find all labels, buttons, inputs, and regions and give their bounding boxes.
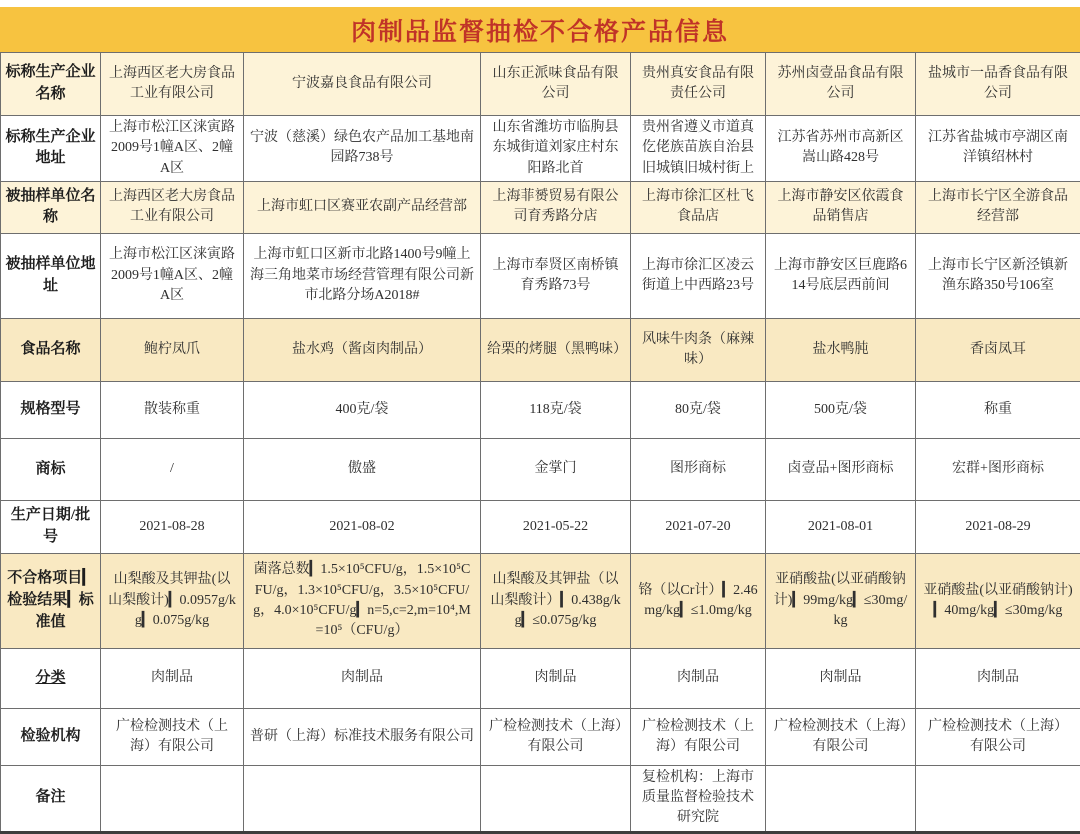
table-row: [1, 708, 1080, 765]
page-title: 肉制品监督抽检不合格产品信息: [351, 12, 729, 48]
table-cell: 上海市长宁区全游食品经营部: [916, 181, 1080, 233]
table-cell: 卤壹品+图形商标: [766, 438, 916, 500]
table-cell: 风味牛肉条（麻辣味）: [631, 318, 766, 381]
table-cell: 肉制品: [101, 648, 244, 708]
table-cell: 上海市静安区依霞食品销售店: [766, 181, 916, 233]
table-row: [1, 53, 1080, 116]
table-cell: 山东正派味食品有限公司: [481, 53, 631, 116]
table-cell: [916, 765, 1080, 832]
table-row: [1, 500, 1080, 553]
table-cell: 山梨酸及其钾盐(以山梨酸计)▎0.0957g/kg▎0.075g/kg: [101, 553, 244, 648]
row-header: 检验机构: [1, 708, 101, 765]
table-cell: 盐城市一品香食品有限公司: [916, 53, 1080, 116]
table-cell: 菌落总数▎1.5×10⁵CFU/g，1.5×10⁵CFU/g，1.3×10⁵CFU/g，3.5×10⁵CFU/g，4.0×10⁵CFU/g▎n=5,c=2,m=10⁴,M=10⁵（CFU/g）: [244, 553, 481, 648]
row-header: 分类: [1, 648, 101, 708]
table-cell: 上海市徐汇区杜飞食品店: [631, 181, 766, 233]
row-header: 商标: [1, 438, 101, 500]
table-row: [1, 233, 1080, 318]
table-row: [1, 438, 1080, 500]
table-cell: 普研（上海）标准技术服务有限公司: [244, 708, 481, 765]
table-cell: 2021-08-28: [101, 500, 244, 553]
table-cell: 散装称重: [101, 381, 244, 438]
table-row: [1, 553, 1080, 648]
table-cell: 上海市长宁区新泾镇新渔东路350号106室: [916, 233, 1080, 318]
table-cell: 图形商标: [631, 438, 766, 500]
table-cell: [244, 765, 481, 832]
table-cell: 山东省潍坊市临朐县东城街道刘家庄村东阳路北首: [481, 116, 631, 182]
table-cell: [766, 765, 916, 832]
table-cell: 118克/袋: [481, 381, 631, 438]
table-cell: 广检检测技术（上海）有限公司: [916, 708, 1080, 765]
table-cell: 肉制品: [631, 648, 766, 708]
table-row: [1, 381, 1080, 438]
table-cell: 鲍柠凤爪: [101, 318, 244, 381]
row-header: 被抽样单位名称: [1, 181, 101, 233]
table-cell: 2021-07-20: [631, 500, 766, 553]
table-cell: [481, 765, 631, 832]
table-cell: 江苏省苏州市高新区嵩山路428号: [766, 116, 916, 182]
table-row: [1, 116, 1080, 182]
table-cell: 铬（以Cr计）▎2.46mg/kg▎≤1.0mg/kg: [631, 553, 766, 648]
table-cell: 贵州真安食品有限责任公司: [631, 53, 766, 116]
table-cell: 亚硝酸盐(以亚硝酸钠计)▎99mg/kg▎≤30mg/kg: [766, 553, 916, 648]
table-cell: 广检检测技术（上海）有限公司: [101, 708, 244, 765]
table-cell: 贵州省遵义市道真仡佬族苗族自治县旧城镇旧城村街上: [631, 116, 766, 182]
table-row: [1, 318, 1080, 381]
row-header: 规格型号: [1, 381, 101, 438]
table-cell: 给栗的烤腿（黑鸭味）: [481, 318, 631, 381]
row-header: 不合格项目▎检验结果▎标准值: [1, 553, 101, 648]
table-cell: 亚硝酸盐(以亚硝酸钠计)▎40mg/kg▎≤30mg/kg: [916, 553, 1080, 648]
table-cell: [101, 765, 244, 832]
table-cell: 上海菲赟贸易有限公司育秀路分店: [481, 181, 631, 233]
table-cell: 盐水鸡（酱卤肉制品）: [244, 318, 481, 381]
table-cell: 2021-05-22: [481, 500, 631, 553]
table-cell: /: [101, 438, 244, 500]
table-cell: 肉制品: [766, 648, 916, 708]
row-header: 备注: [1, 765, 101, 832]
table-cell: 苏州卤壹品食品有限公司: [766, 53, 916, 116]
table-row: [1, 181, 1080, 233]
table-cell: 宏群+图形商标: [916, 438, 1080, 500]
table-cell: 上海市松江区涞寅路2009号1幢A区、2幢A区: [101, 233, 244, 318]
table-cell: 傲盛: [244, 438, 481, 500]
table-cell: 复检机构：上海市质量监督检验技术研究院: [631, 765, 766, 832]
table-cell: 上海市奉贤区南桥镇育秀路73号: [481, 233, 631, 318]
table-cell: 金掌门: [481, 438, 631, 500]
table-cell: 肉制品: [481, 648, 631, 708]
title-band: [0, 7, 1080, 52]
inspection-table-body: [1, 53, 1080, 833]
row-header: 被抽样单位地址: [1, 233, 101, 318]
row-header: 标称生产企业名称: [1, 53, 101, 116]
table-cell: 广检检测技术（上海）有限公司: [766, 708, 916, 765]
table-cell: 2021-08-02: [244, 500, 481, 553]
row-header: 食品名称: [1, 318, 101, 381]
table-cell: 江苏省盐城市亭湖区南洋镇绍林村: [916, 116, 1080, 182]
table-cell: 香卤凤耳: [916, 318, 1080, 381]
table-cell: 称重: [916, 381, 1080, 438]
table-cell: 上海市虹口区赛亚农副产品经营部: [244, 181, 481, 233]
table-cell: 盐水鸭肫: [766, 318, 916, 381]
table-cell: 上海市松江区涞寅路2009号1幢A区、2幢A区: [101, 116, 244, 182]
table-cell: 广检检测技术（上海）有限公司: [631, 708, 766, 765]
table-cell: 上海市徐汇区凌云街道上中西路23号: [631, 233, 766, 318]
table-cell: 肉制品: [916, 648, 1080, 708]
table-row: [1, 648, 1080, 708]
table-cell: 80克/袋: [631, 381, 766, 438]
row-header: 标称生产企业地址: [1, 116, 101, 182]
table-cell: 2021-08-29: [916, 500, 1080, 553]
table-cell: 肉制品: [244, 648, 481, 708]
table-cell: 宁波嘉良食品有限公司: [244, 53, 481, 116]
table-cell: 广检检测技术（上海）有限公司: [481, 708, 631, 765]
table-cell: 山梨酸及其钾盐（以山梨酸计）▎0.438g/kg▎≤0.075g/kg: [481, 553, 631, 648]
table-cell: 500克/袋: [766, 381, 916, 438]
table-cell: 宁波（慈溪）绿色农产品加工基地南园路738号: [244, 116, 481, 182]
inspection-table: [0, 52, 1080, 834]
table-row: [1, 765, 1080, 832]
table-cell: 上海西区老大房食品工业有限公司: [101, 53, 244, 116]
table-cell: 上海市虹口区新市北路1400号9幢上海三角地菜市场经营管理有限公司新市北路分场A2018#: [244, 233, 481, 318]
table-cell: 2021-08-01: [766, 500, 916, 553]
table-cell: 400克/袋: [244, 381, 481, 438]
row-header: 生产日期/批号: [1, 500, 101, 553]
table-cell: 上海市静安区巨鹿路614号底层西前间: [766, 233, 916, 318]
table-cell: 上海西区老大房食品工业有限公司: [101, 181, 244, 233]
